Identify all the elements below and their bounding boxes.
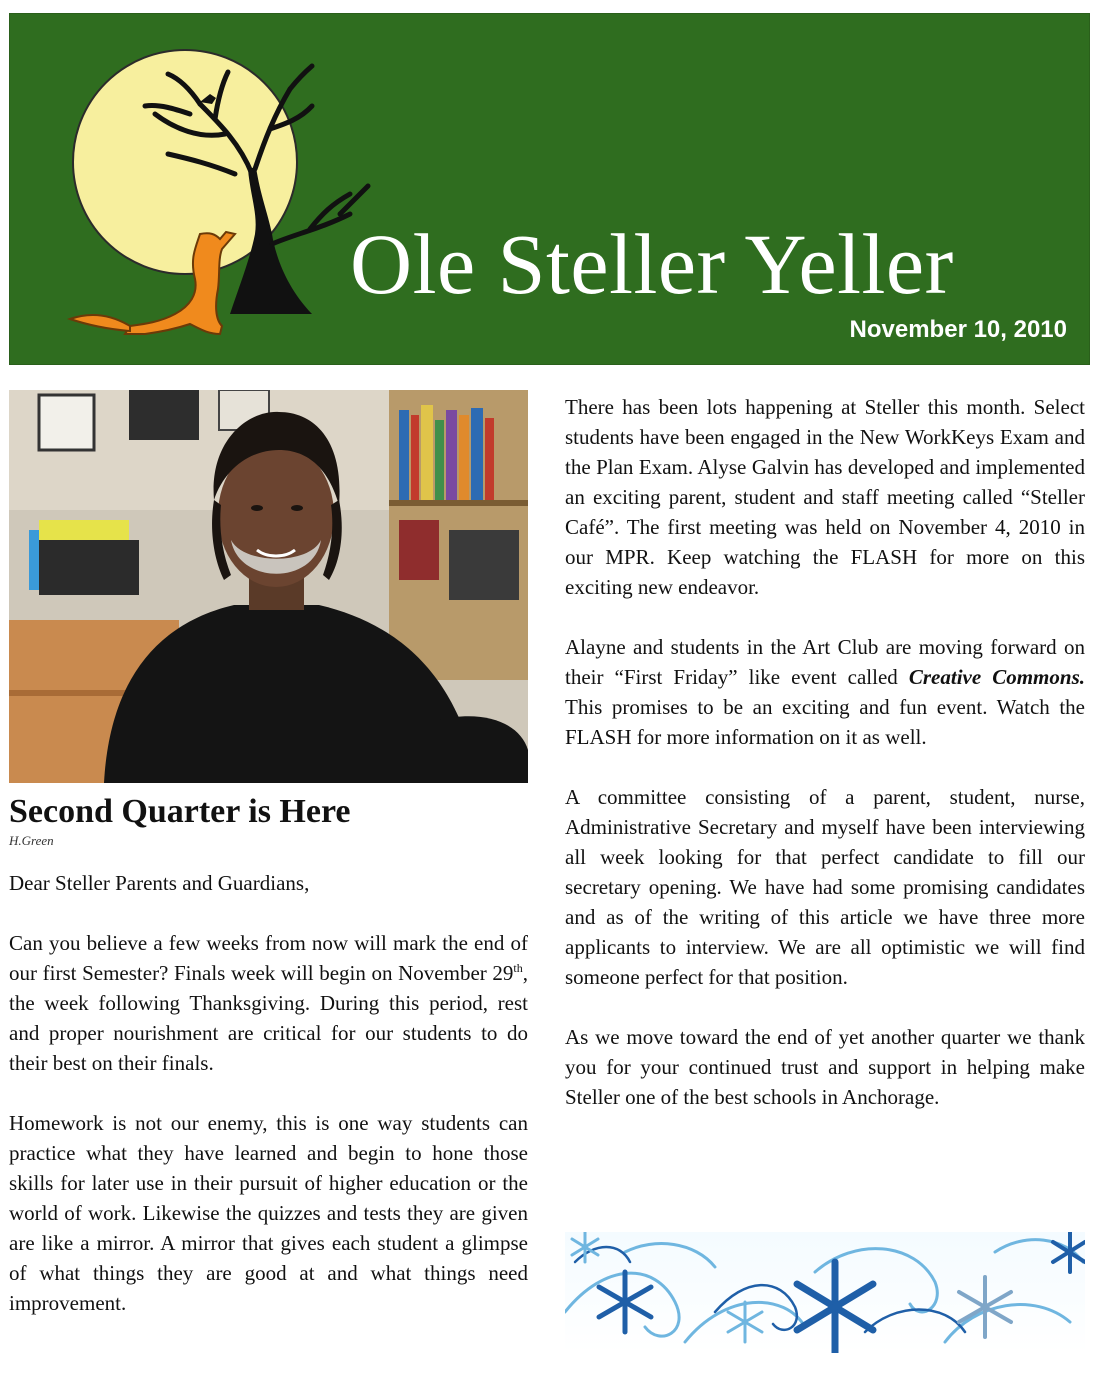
snowflake-6 (572, 1232, 598, 1262)
snowflake-2 (797, 1262, 873, 1353)
article-heading: Second Quarter is Here (9, 793, 351, 830)
office-portrait-image (9, 390, 528, 783)
snowflake-4 (1053, 1232, 1085, 1272)
right-paragraph-2 (565, 632, 1085, 752)
newsletter-title: Ole Steller Yeller (350, 216, 954, 312)
left-article (9, 790, 528, 1348)
issue-date: November 10, 2010 (849, 316, 1067, 343)
left-paragraph-2: Homework is not our enemy, this is one way students can practice what they have learned and begin to hone those skills for later use in their pursuit of higher education or the world of work. Likewise the quizzes and tests they are given are like a mirror. A mirror that gives each student a glimpse of what things they are good at and what things need improvement. (9, 1111, 528, 1315)
snowflake-1 (599, 1272, 651, 1332)
left-paragraph-1-part-a: Can you believe a few weeks from now will mark the end of our first Semester? Finals week will begin on November 29 (9, 931, 528, 985)
creative-commons-emphasis: Creative Commons. (908, 665, 1085, 689)
right-paragraph-1: There has been lots happening at Steller this month. Select students have been engaged in the New WorkKeys Exam and the Plan Exam. Alyse Galvin has developed and implemented an exciting parent, student and staff meeting called “Steller Café”. The first meeting was held on November 4, 2010 in our MPR. Keep watching the FLASH for more on this exciting new endeavor. (565, 395, 1085, 599)
left-paragraph-1-part-b: , the week following Thanksgiving. During this period, rest and proper nourishment are critical for our students to do their best on their finals. (9, 961, 528, 1075)
right-paragraph-2-part-a: Alayne and students in the Art Club are moving forward on their “First Friday” like event called (565, 635, 1085, 689)
right-paragraph-2-part-b: This promises to be an exciting and fun event. Watch the FLASH for more information on it as well. (565, 695, 1085, 749)
masthead (9, 13, 1090, 365)
article-salutation: Dear Steller Parents and Guardians, (9, 871, 310, 895)
right-paragraph-4: As we move toward the end of yet another quarter we thank you for your continued trust and support in helping make Steller one of the best schools in Anchorage. (565, 1025, 1085, 1109)
moon-tree-coyote-logo (50, 44, 380, 344)
left-paragraph-1 (9, 928, 528, 1078)
snowflake-banner-icon (565, 1232, 1085, 1353)
principal-photo (9, 390, 528, 783)
article-byline: H.Green (9, 833, 54, 848)
ordinal-suffix: th (513, 961, 523, 975)
right-article (565, 392, 1085, 1114)
snowflake-banner (565, 1232, 1085, 1353)
right-paragraph-3: A committee consisting of a parent, student, nurse, Administrative Secretary and myself have been interviewing all week looking for that perfect candidate to fill our secretary opening. We have had some promising candidates and as of the writing of this article we have three more applicants to interview. We are all optimistic we will find someone perfect for that position. (565, 785, 1085, 989)
